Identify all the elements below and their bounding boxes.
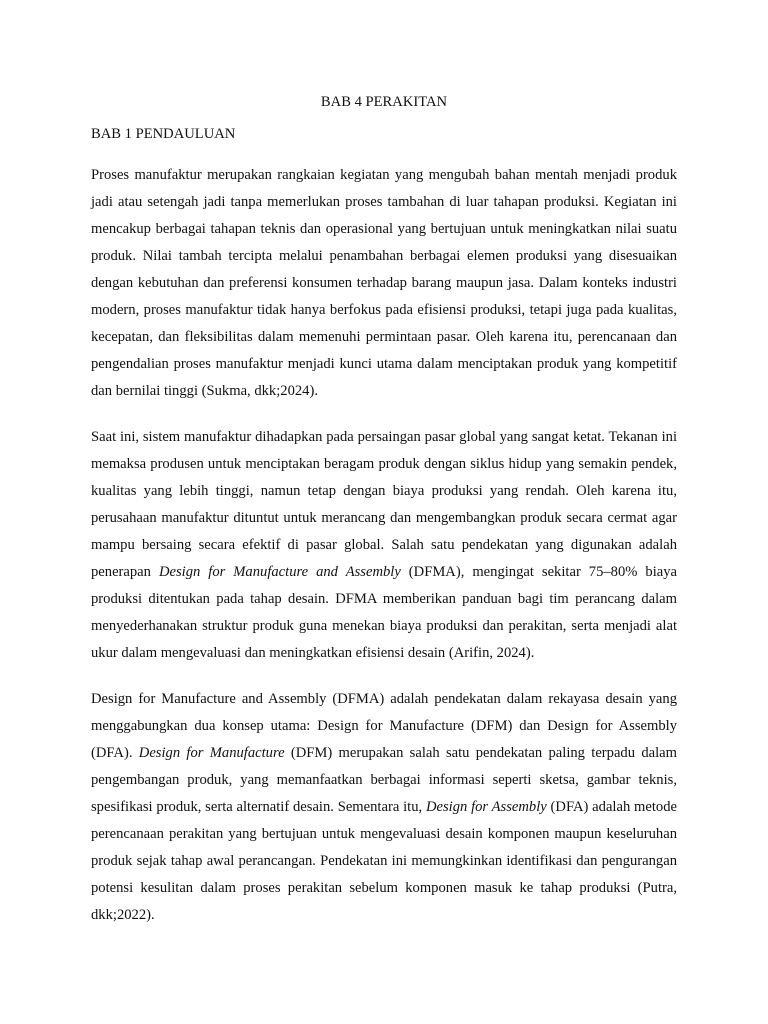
paragraph-1: Proses manufaktur merupakan rangkaian kegiatan yang mengubah bahan mentah menjadi produk jadi atau setengah jadi tanpa memerlukan proses tambahan di luar tahapan produksi. Kegiatan ini mencakup berbagai tahapan teknis dan operasional yang bertujuan untuk meningkatkan nilai suatu produk. Nilai tambah tercipta melalui penambahan berbagai elemen produksi yang disesuaikan dengan kebutuhan dan preferensi konsumen terhadap barang maupun jasa. Dalam konteks industri modern, proses manufaktur tidak hanya berfokus pada efisiensi produksi, tetapi juga pada kualitas, kecepatan, dan fleksibilitas dalam memenuhi permintaan pasar. Oleh karena itu, perencanaan dan pengendalian proses manufaktur menjadi kunci utama dalam menciptakan produk yang kompetitif dan bernilai tinggi (Sukma, dkk;2024). (91, 167, 677, 399)
paragraph-3 (91, 686, 677, 929)
paragraph-3-text-2: (DFM) merupakan salah satu pendekatan paling terpadu dalam pengembangan produk, yang memanfaatkan berbagai informasi seperti sketsa, gambar teknis, spesifikasi produk, serta alternatif desain. Sementara itu, (91, 745, 677, 815)
paragraph-3-text-3: (DFA) adalah metode perencanaan perakitan yang bertujuan untuk mengevaluasi desain komponen maupun keseluruhan produk sejak tahap awal perancangan. Pendekatan ini memungkinkan identifikasi dan pengurangan potensi kesulitan dalam proses perakitan sebelum komponen masuk ke tahap produksi (Putra, dkk;2022). (91, 799, 678, 923)
document-title: BAB 4 PERAKITAN (320, 94, 448, 110)
document-body (91, 92, 677, 948)
paragraph-3-italic-dfm: Design for Manufacture (138, 745, 285, 761)
paragraph-2-italic-dfma: Design for Manufacture and Assembly (158, 564, 401, 580)
paragraph-2-text-2: (DFMA), mengingat sekitar 75–80% biaya produksi ditentukan pada tahap desain. DFMA memberikan panduan bagi tim perancang dalam menyederhanakan struktur produk guna menekan biaya produksi dan perakitan, serta menjadi alat ukur dalam mengevaluasi dan meningkatkan efisiensi desain (Arifin, 2024). (91, 564, 678, 661)
paragraph-3-italic-dfa: Design for Assembly (425, 799, 547, 815)
chapter-heading: BAB 1 PENDAULUAN (91, 126, 236, 142)
paragraph-2 (91, 424, 677, 667)
paragraph-3-text-1: Design for Manufacture and Assembly (DFMA) adalah pendekatan dalam rekayasa desain yang menggabungkan dua konsep utama: Design for Manufacture (DFM) dan Design for Assembly (DFA). (91, 691, 677, 761)
paragraph-2-text-1: Saat ini, sistem manufaktur dihadapkan pada persaingan pasar global yang sangat ketat. Tekanan ini memaksa produsen untuk menciptakan beragam produk dengan siklus hidup yang semakin pendek, kualitas yang lebih tinggi, namun tetap dengan biaya produksi yang rendah. Oleh karena itu, perusahaan manufaktur dituntut untuk merancang dan mengembangkan produk secara cermat agar mampu bersaing secara efektif di pasar global. Salah satu pendekatan yang digunakan adalah penerapan (91, 429, 677, 580)
